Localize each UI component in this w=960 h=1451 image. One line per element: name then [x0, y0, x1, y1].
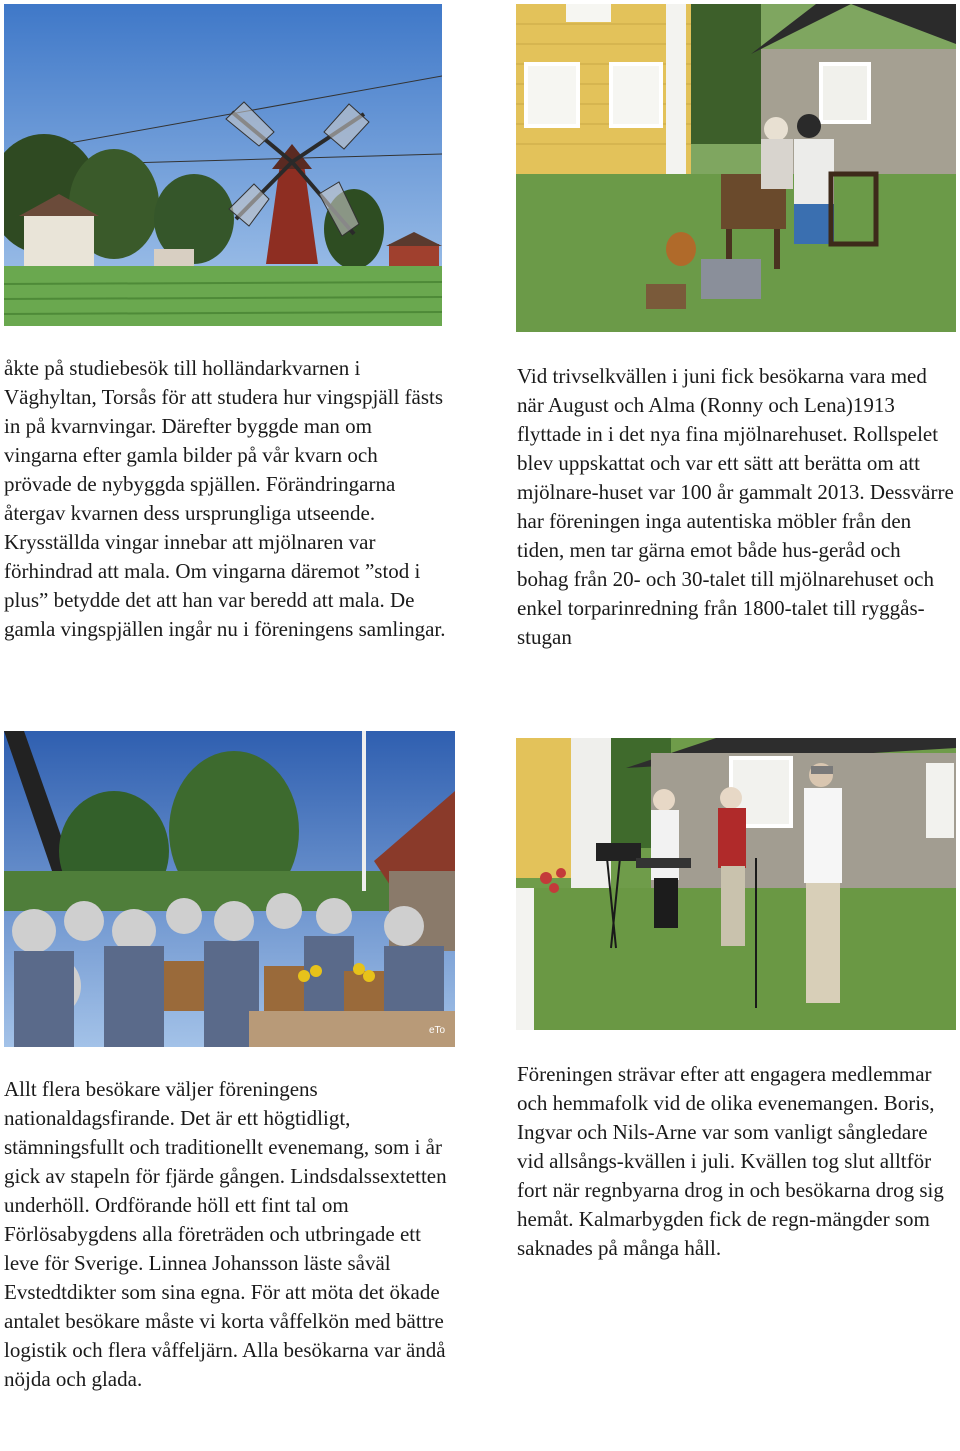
roleplay-photo: [516, 4, 956, 332]
nationaldag-paragraph: Allt flera besökare väljer föreningens nationaldagsfirande. Det är ett högtidligt, stämningsfullt och traditionellt evenemang, som i år gick av stapeln för fjärde gången. Lindsdalssextetten underhöll. Ordförande höll ett fint tal om Förlösabygdens alla företräden och utbringade ett leve för Sverige. Linnea Johansson läste såväl Evstedtdikter som sina egna. För att möta det ökade antalet besökare måste vi korta våffelkön med bättre logistik och flera våffeljärn. Alla besökarna var ändå nöjda och glada.: [4, 1077, 447, 1391]
windmill-photo: [4, 4, 442, 326]
watermark-text: eTo: [429, 1025, 446, 1036]
audience-photo: [4, 731, 455, 1047]
allsang-paragraph: Föreningen strävar efter att engagera medlemmar och hemmafolk vid de olika evenemangen. Boris, Ingvar och Nils-Arne var som vanligt sångledare vid allsångs-kvällen i juli. Kvällen tog slut alltför fort när regnbyarna drog in och besökarna drog sig hemåt. Kalmarbygden fick de regn-mängder som saknades på många håll.: [517, 1062, 944, 1260]
windmill-text-column: [4, 354, 449, 644]
singers-photo: [516, 738, 956, 1030]
windmill-paragraph: åkte på studiebesök till holländarkvarnen i Väghyltan, Torsås för att studera hur vingspjäll fästs in på kvarnvingar. Därefter byggde man om vingarna efter gamla bilder på vår kvarn och prövade de nybyggda spjällen. Förändringarna återgav kvarnen dess ursprungliga utseende. Krysställda vingar innebar att mjölnaren var förhindrad att mala. Om vingarna däremot ”stod i plus” betydde det att han var beredd att mala. De gamla vingspjällen ingår nu i föreningens samlingar.: [4, 356, 446, 641]
allsang-text-column: [517, 1060, 955, 1263]
trivsel-paragraph: Vid trivselkvällen i juni fick besökarna vara med när August och Alma (Ronny och Lena)1913 flyttade in i det nya fina mjölnarehuset. Rollspelet blev uppskattat och var ett sätt att berätta om att mjölnare-huset var 100 år gammalt 2013. Dessvärre har föreningen inga autentiska möbler från den tiden, men tar gärna emot både hus-geråd och bohag från 20- och 30-talet till mjölnarehuset och enkel torparinredning från 1800-talet till ryggås-stugan: [517, 364, 954, 649]
nationaldag-text-column: [4, 1075, 449, 1394]
trivsel-text-column: [517, 362, 955, 652]
